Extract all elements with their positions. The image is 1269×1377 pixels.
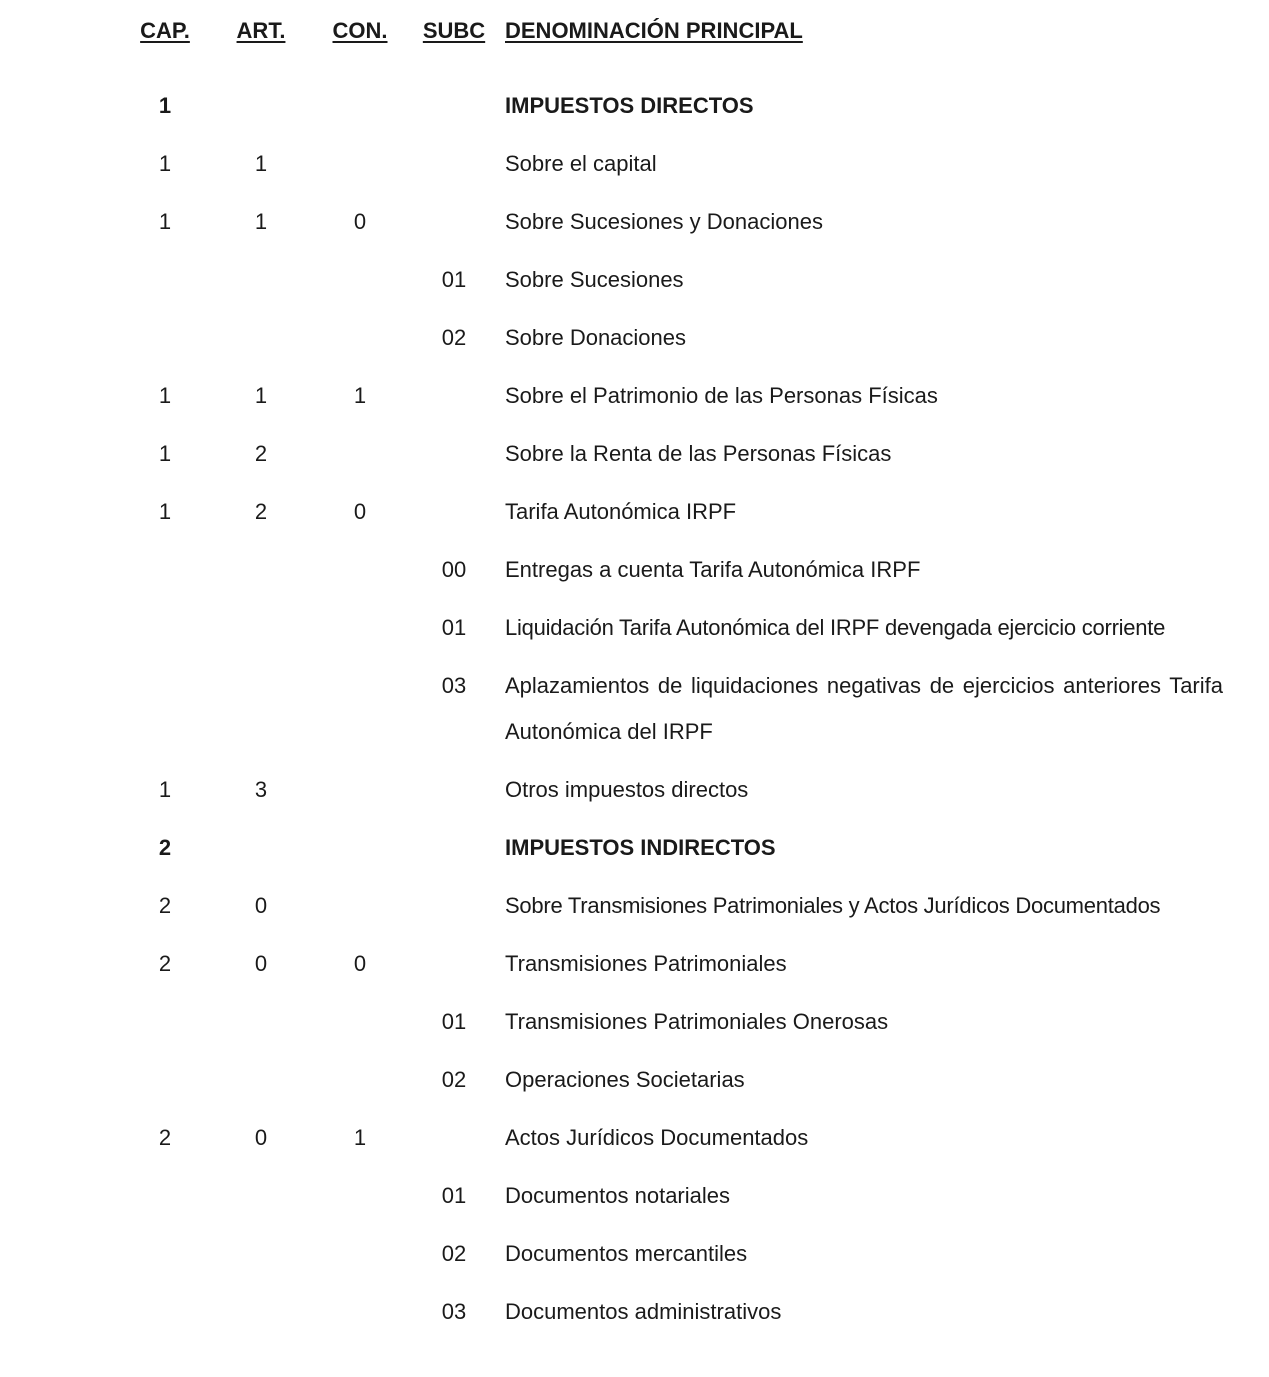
table-row xyxy=(0,883,1269,929)
table-row xyxy=(0,1057,1269,1103)
table-row xyxy=(0,605,1269,651)
subc-cell: 02 xyxy=(441,325,467,350)
subc-cell: 03 xyxy=(441,1299,467,1324)
cap-cell: 1 xyxy=(158,151,172,176)
denominacion-cell: Transmisiones Patrimoniales Onerosas xyxy=(505,1009,889,1034)
table-row xyxy=(0,199,1269,245)
art-cell: 0 xyxy=(254,893,268,918)
con-cell: 1 xyxy=(353,383,367,408)
table-row xyxy=(0,141,1269,187)
art-cell: 3 xyxy=(254,777,268,802)
subc-cell: 02 xyxy=(441,1241,467,1266)
cap-cell: 2 xyxy=(158,893,172,918)
table-row xyxy=(0,83,1269,129)
header-denominacion: DENOMINACIÓN PRINCIPAL xyxy=(505,18,803,43)
subc-cell: 02 xyxy=(441,1067,467,1092)
art-cell: 1 xyxy=(254,383,268,408)
con-cell: 0 xyxy=(353,951,367,976)
subc-cell: 01 xyxy=(441,1009,467,1034)
table-row xyxy=(0,1173,1269,1219)
art-cell: 1 xyxy=(254,151,268,176)
table-row xyxy=(0,767,1269,813)
denominacion-cell: Documentos administrativos xyxy=(505,1299,782,1324)
cap-cell: 2 xyxy=(158,1125,172,1150)
denominacion-cell: IMPUESTOS DIRECTOS xyxy=(505,93,754,118)
cap-cell: 1 xyxy=(158,209,172,234)
table-row xyxy=(0,257,1269,303)
denominacion-cell: Operaciones Societarias xyxy=(505,1067,745,1092)
table-row xyxy=(0,431,1269,477)
table-row xyxy=(0,373,1269,419)
denominacion-cell: Entregas a cuenta Tarifa Autonómica IRPF xyxy=(505,557,921,582)
denominacion-cell: Documentos notariales xyxy=(505,1183,731,1208)
subc-cell: 01 xyxy=(441,615,467,640)
art-cell: 0 xyxy=(254,951,268,976)
header-con: CON. xyxy=(332,18,388,43)
table-row xyxy=(0,941,1269,987)
table-row xyxy=(0,1289,1269,1335)
cap-cell: 2 xyxy=(158,951,172,976)
subc-cell: 03 xyxy=(441,673,467,698)
header-art: ART. xyxy=(236,18,286,43)
table-row xyxy=(0,1115,1269,1161)
denominacion-cell: Documentos mercantiles xyxy=(505,1241,748,1266)
table-row xyxy=(0,663,1269,755)
denominacion-cell: Aplazamientos de liquidaciones negativas de ejercicios anteriores Tarifa Autonómica del IRPF xyxy=(505,673,1223,744)
denominacion-cell: Sobre la Renta de las Personas Físicas xyxy=(505,441,892,466)
denominacion-cell: IMPUESTOS INDIRECTOS xyxy=(505,835,776,860)
denominacion-cell: Sobre Sucesiones xyxy=(505,267,684,292)
subc-cell: 01 xyxy=(441,267,467,292)
subc-cell: 01 xyxy=(441,1183,467,1208)
table-row xyxy=(0,547,1269,593)
cap-cell: 1 xyxy=(158,383,172,408)
denominacion-cell: Sobre Transmisiones Patrimoniales y Actos Jurídicos Documentados xyxy=(505,893,1161,918)
cap-cell: 2 xyxy=(158,835,172,860)
art-cell: 2 xyxy=(254,441,268,466)
table-row xyxy=(0,999,1269,1045)
art-cell: 1 xyxy=(254,209,268,234)
cap-cell: 1 xyxy=(158,777,172,802)
table-row xyxy=(0,825,1269,871)
denominacion-cell: Transmisiones Patrimoniales xyxy=(505,951,787,976)
con-cell: 0 xyxy=(353,209,367,234)
denominacion-cell: Sobre el Patrimonio de las Personas Físicas xyxy=(505,383,938,408)
header-subc: SUBC xyxy=(422,18,486,43)
cap-cell: 1 xyxy=(158,93,172,118)
table-row xyxy=(0,315,1269,361)
con-cell: 1 xyxy=(353,1125,367,1150)
denominacion-cell: Liquidación Tarifa Autonómica del IRPF devengada ejercicio corriente xyxy=(505,615,1166,640)
denominacion-cell: Actos Jurídicos Documentados xyxy=(505,1125,809,1150)
header-cap: CAP. xyxy=(140,18,190,43)
con-cell: 0 xyxy=(353,499,367,524)
denominacion-cell: Otros impuestos directos xyxy=(505,777,749,802)
art-cell: 2 xyxy=(254,499,268,524)
table-row xyxy=(0,489,1269,535)
subc-cell: 00 xyxy=(441,557,467,582)
denominacion-cell: Sobre el capital xyxy=(505,151,657,176)
table-row xyxy=(0,1231,1269,1277)
art-cell: 0 xyxy=(254,1125,268,1150)
denominacion-cell: Tarifa Autonómica IRPF xyxy=(505,499,737,524)
cap-cell: 1 xyxy=(158,499,172,524)
denominacion-cell: Sobre Sucesiones y Donaciones xyxy=(505,209,823,234)
denominacion-cell: Sobre Donaciones xyxy=(505,325,687,350)
cap-cell: 1 xyxy=(158,441,172,466)
table-header xyxy=(0,8,1269,54)
